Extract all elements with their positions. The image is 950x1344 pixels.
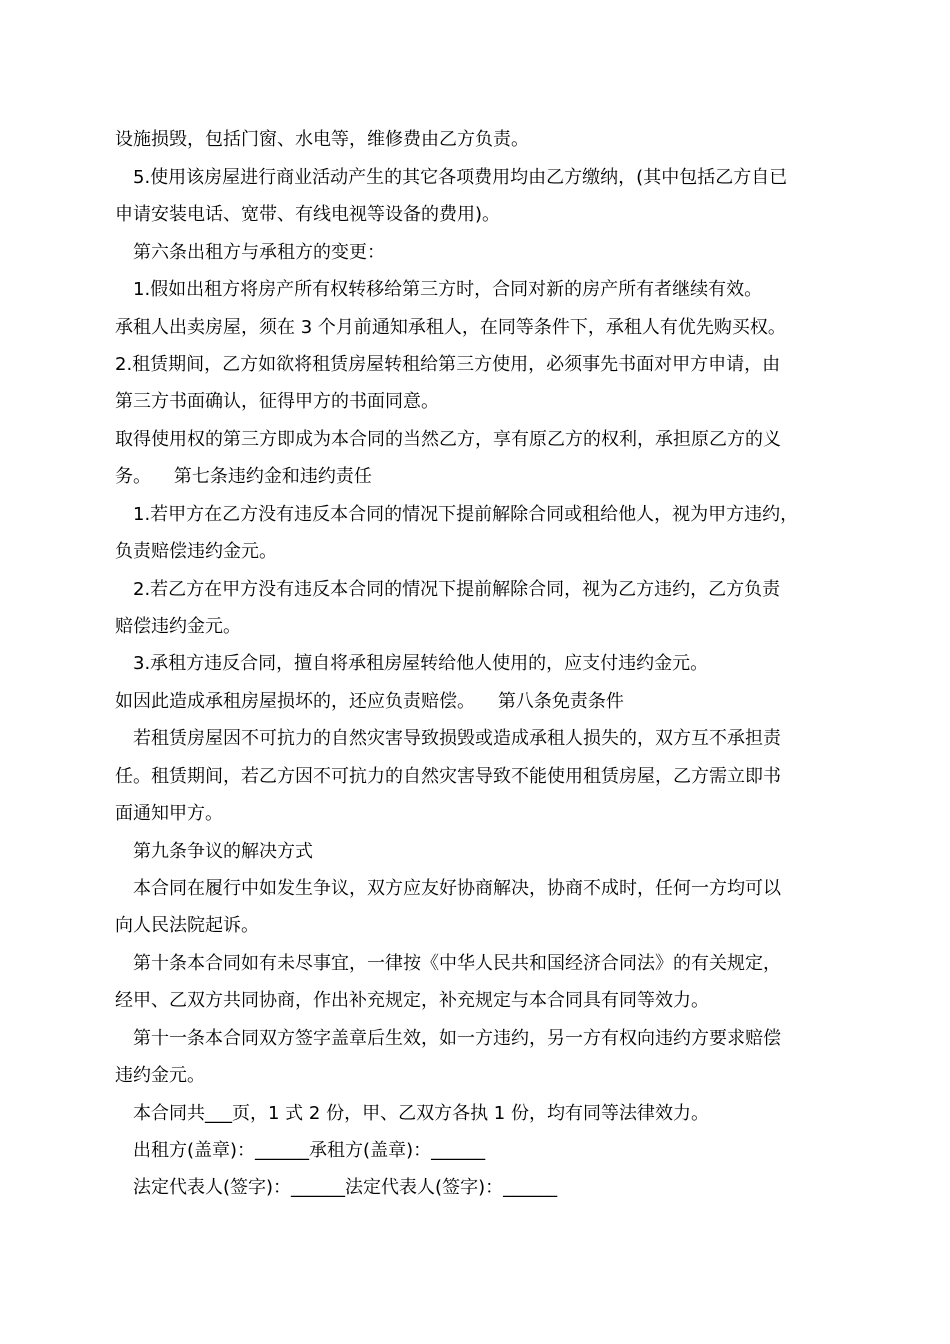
text-line: 第三方书面确认，征得甲方的书面同意。 — [115, 391, 439, 412]
text-line: 申请安装电话、宽带、有线电视等设备的费用)。 — [115, 204, 501, 225]
text-line: 赔偿违约金元。 — [115, 616, 241, 637]
text-line: 第九条争议的解决方式 — [133, 841, 313, 862]
text-line: 违约金元。 — [115, 1065, 205, 1086]
text-line: 若租赁房屋因不可抗力的自然灾害导致损毁或造成承租人损失的，双方互不承担责 — [133, 728, 781, 749]
text-line: 第十条本合同如有未尽事宜，一律按《中华人民共和国经济合同法》的有关规定， — [133, 953, 781, 974]
text-line: 务。 第七条违约金和违约责任 — [115, 466, 372, 487]
text-line: 1.假如出租方将房产所有权转移给第三方时，合同对新的房产所有者继续有效。 — [133, 279, 763, 300]
text-line: 第十一条本合同双方签字盖章后生效，如一方违约，另一方有权向违约方要求赔偿 — [133, 1028, 781, 1049]
text-line: 1.若甲方在乙方没有违反本合同的情况下提前解除合同或租给他人，视为甲方违约， — [133, 504, 799, 525]
text-line: 经甲、乙双方共同协商，作出补充规定，补充规定与本合同具有同等效力。 — [115, 990, 709, 1011]
text-line: 2.租赁期间，乙方如欲将租赁房屋转租给第三方使用，必须事先书面对甲方申请，由 — [115, 354, 781, 375]
text-line: 设施损毁，包括门窗、水电等，维修费由乙方负责。 — [115, 129, 529, 150]
text-line: 负责赔偿违约金元。 — [115, 541, 277, 562]
text-line: 5.使用该房屋进行商业活动产生的其它各项费用均由乙方缴纳，(其中包括乙方自已 — [133, 167, 788, 188]
text-line: 任。租赁期间，若乙方因不可抗力的自然灾害导致不能使用租赁房屋，乙方需立即书 — [115, 766, 781, 787]
text-line: 法定代表人(签字)：______法定代表人(签字)：______ — [133, 1177, 558, 1198]
text-line: 3.承租方违反合同，擅自将承租房屋转给他人使用的，应支付违约金元。 — [133, 653, 709, 674]
text-line: 取得使用权的第三方即成为本合同的当然乙方，享有原乙方的权利，承担原乙方的义 — [115, 429, 781, 450]
text-line: 出租方(盖章)：______承租方(盖章)：______ — [133, 1140, 486, 1161]
text-line: 向人民法院起诉。 — [115, 915, 259, 936]
text-line: 本合同在履行中如发生争议，双方应友好协商解决，协商不成时，任何一方均可以 — [133, 878, 781, 899]
text-line: 面通知甲方。 — [115, 803, 223, 824]
text-line: 如因此造成承租房屋损坏的，还应负责赔偿。 第八条免责条件 — [115, 691, 624, 712]
text-line: 承租人出卖房屋，须在 3 个月前通知承租人，在同等条件下，承租人有优先购买权。 — [115, 317, 786, 338]
text-line: 第六条出租方与承租方的变更： — [133, 242, 385, 263]
text-line: 本合同共___页，1 式 2 份，甲、乙双方各执 1 份，均有同等法律效力。 — [133, 1103, 709, 1124]
text-line: 2.若乙方在甲方没有违反本合同的情况下提前解除合同，视为乙方违约，乙方负责 — [133, 579, 781, 600]
